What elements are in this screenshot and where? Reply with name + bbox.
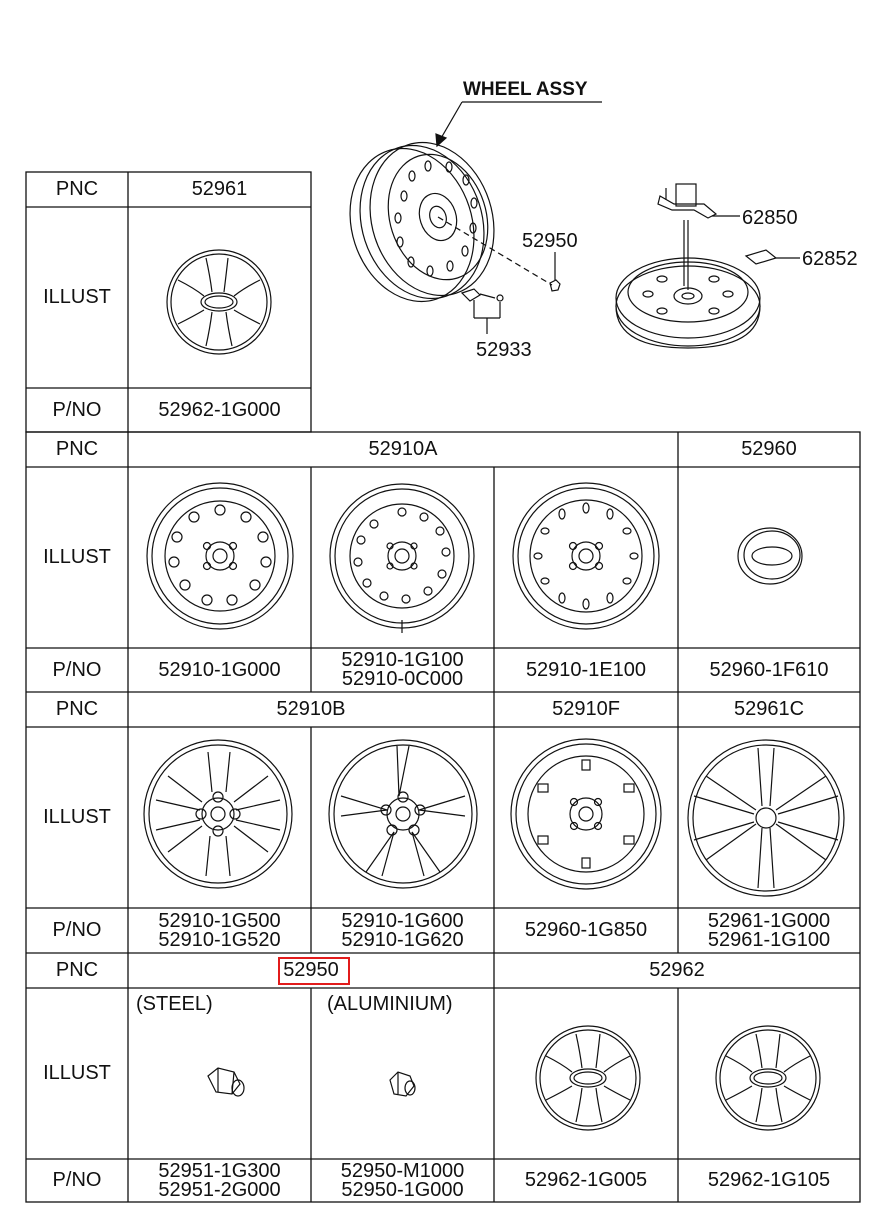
pno-cell [128,908,311,953]
pno-value: 52950-M1000 [340,1159,465,1182]
pno-cell [311,648,494,692]
aluminium-label: (ALUMINIUM) [327,993,453,1015]
pno-value: 52910-1G600 [341,909,464,932]
row-label-pno: P/NO [52,919,102,941]
pno-value: 52951-2G000 [158,1178,281,1201]
pno-value: 52910-0C000 [341,668,464,690]
aluminium-nut-illust [390,1072,415,1096]
pnc-value: 52910F [552,698,620,720]
pnc-value: 52962 [649,959,705,981]
row-label-illust: ILLUST [43,1062,111,1084]
callout-62852: 62852 [802,248,858,270]
pno-value: 52962-1G105 [707,1169,831,1191]
pno-value: 52910-1G100 [341,649,464,671]
pno-value: 52961-1G000 [707,909,831,932]
pno-cell [128,1159,311,1202]
pno-value: 52961-1G100 [707,928,831,951]
row-label-illust: ILLUST [43,806,111,828]
wheel-1g000-illust [147,483,293,629]
row-label-pno: P/NO [52,1169,102,1191]
highlight-box [278,957,350,985]
pnc-value: 52961C [733,698,805,720]
wheel-1g850-illust [511,739,661,889]
pnc-value: 52960 [741,438,797,460]
pno-cell [311,1159,494,1202]
pno-value: 52910-1G520 [158,928,281,951]
pno-value: 52910-1G620 [341,928,464,951]
row-label-pnc: PNC [55,438,99,460]
pno-cell [128,648,311,692]
callout-62850: 62850 [742,207,798,229]
row-label-pnc: PNC [55,698,99,720]
row-label-illust: ILLUST [43,286,111,308]
pno-cell [494,1159,678,1202]
row-label-pno: P/NO [52,658,102,681]
pno-value: 52960-1F610 [709,658,829,681]
pno-cell [678,1159,860,1202]
pno-value: 52910-1E100 [525,658,647,681]
row-label-pnc: PNC [55,178,99,200]
steel-nut-illust [208,1068,244,1096]
pno-cell [678,648,860,692]
pno-value: 52950-1G000 [341,1178,464,1201]
callout-52950: 52950 [522,230,578,252]
wheel-1g600-illust [329,740,477,888]
pnc-value: 52910A [368,438,438,460]
hubcap-1g105-illust [716,1026,820,1130]
pno-value: 52960-1G850 [524,919,648,941]
row-label-pnc: PNC [55,959,99,981]
pno-value: 52962-1G000 [158,398,281,421]
wheel-assy-drawing [331,102,602,334]
callout-52933: 52933 [476,339,532,361]
pnc-value: 52961 [191,178,248,200]
pno-cell [494,908,678,953]
row-label-illust: ILLUST [43,546,111,568]
steel-label: (STEEL) [136,993,213,1015]
pno-cell [494,648,678,692]
pnc-value: 52910B [276,698,346,720]
wheel-1e100-illust [513,483,659,629]
wheel-assy-title: WHEEL ASSY [463,79,588,100]
wheel-1g500-illust [144,740,292,888]
row-label-pno: P/NO [52,398,102,421]
pno-cell [311,908,494,953]
pno-cell [678,908,860,953]
center-cap-illust [738,528,802,584]
pno-value: 52910-1G500 [158,909,281,932]
pnc-value-highlighted: 52950 [283,959,339,981]
hubcap-top-illust [167,250,271,354]
wheel-61c-illust [688,740,844,896]
pno-value: 52951-1G300 [158,1159,281,1182]
pno-value: 52962-1G005 [524,1169,648,1191]
hubcap-1g005-illust [536,1026,640,1130]
wheel-1g100-illust [330,484,474,633]
pno-value: 52910-1G000 [158,658,281,681]
